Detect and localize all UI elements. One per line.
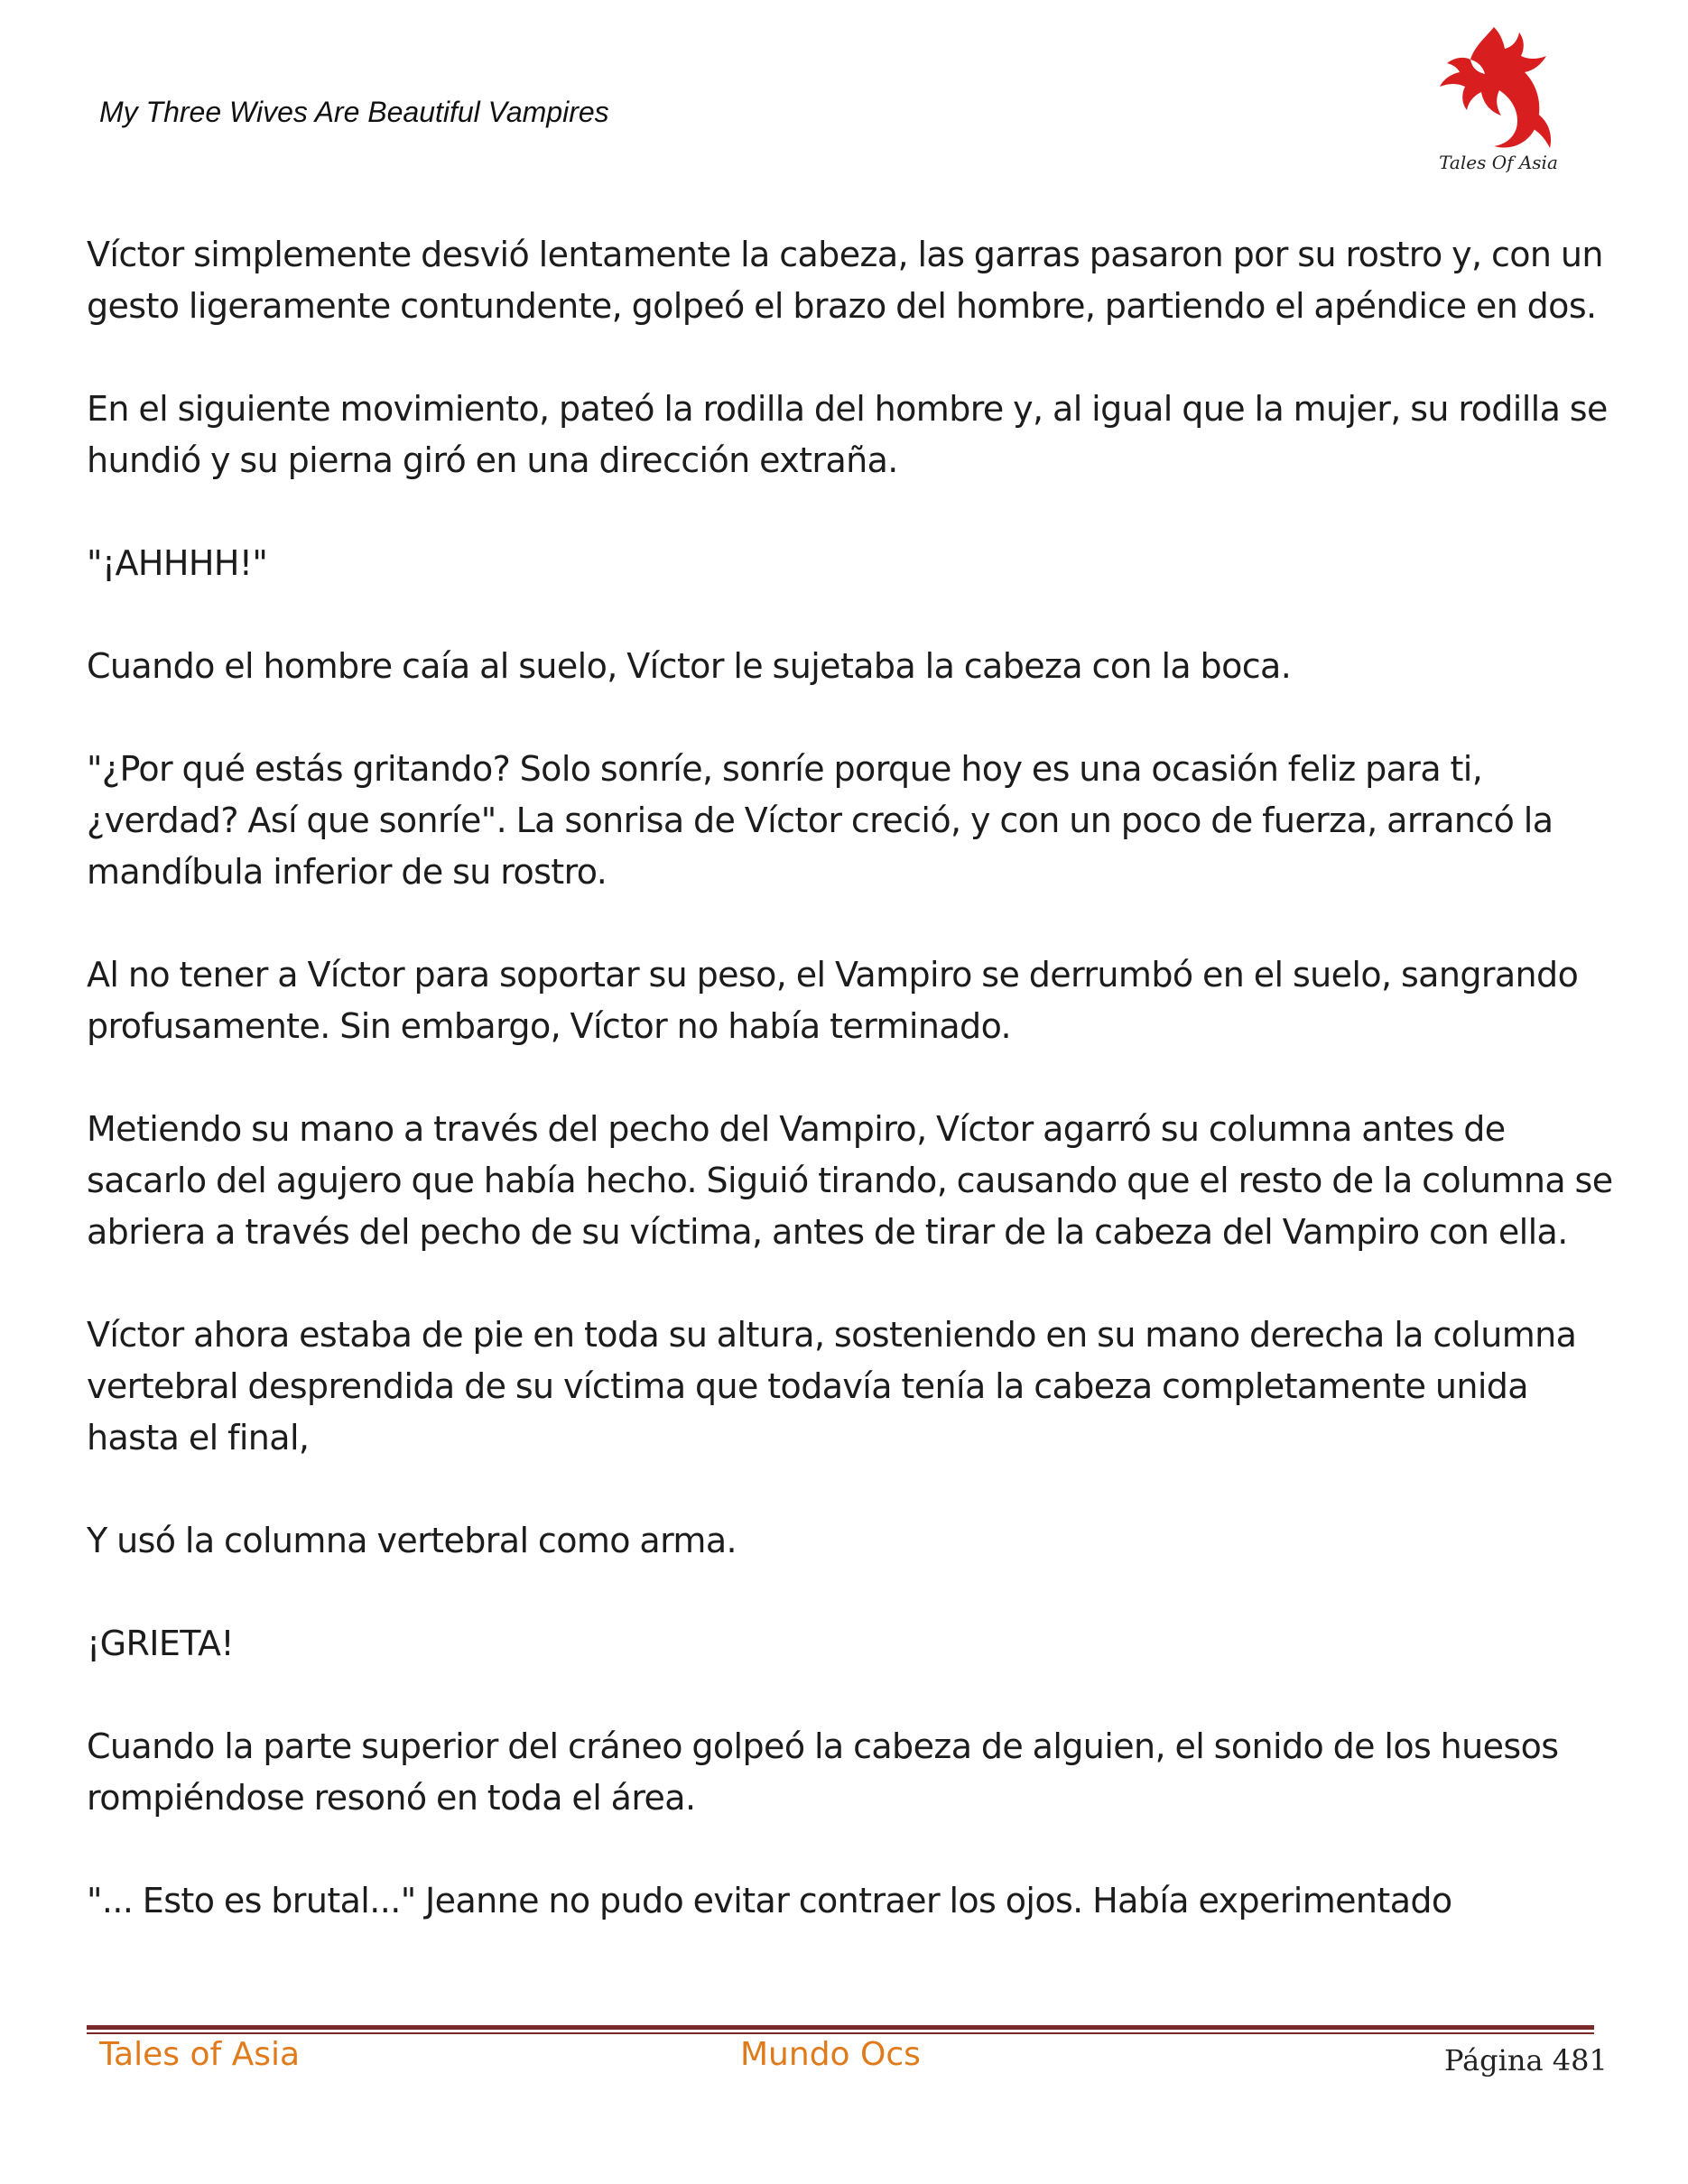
book-title: My Three Wives Are Beautiful Vampires bbox=[99, 96, 609, 128]
paragraph: Y usó la columna vertebral como arma. bbox=[87, 1521, 737, 1560]
footer-divider bbox=[87, 2025, 1594, 2030]
paragraph: Cuando la parte superior del cráneo golpeó la cabeza de alguien, el sonido de los huesos rompiéndose resonó en toda el área. bbox=[87, 1726, 1559, 1818]
paragraph: Víctor ahora estaba de pie en toda su altura, sosteniendo en su mano derecha la columna vertebral desprendida de su víctima que todavía tenía la cabeza completamente unida hasta el final, bbox=[87, 1315, 1577, 1458]
page-number: Página 481 bbox=[1444, 2043, 1608, 2078]
paragraph: Víctor simplemente desvió lentamente la cabeza, las garras pasaron por su rostro y, con un gesto ligeramente contundente, golpeó el brazo del hombre, partiendo el apéndice en dos. bbox=[87, 235, 1603, 326]
paragraph: "... Esto es brutal..." Jeanne no pudo evitar contraer los ojos. Había experimentado bbox=[87, 1881, 1452, 1920]
footer-section-name: Mundo Ocs bbox=[740, 2036, 921, 2073]
footer-site-name: Tales of Asia bbox=[99, 2036, 301, 2073]
paragraph: "¡AHHHH!" bbox=[87, 543, 268, 583]
paragraph: "¿Por qué estás gritando? Solo sonríe, sonríe porque hoy es una ocasión feliz para ti, ¿verdad? Así que sonríe". La sonrisa de Víctor creció, y con un poco de fuerza, arrancó la mandíbula inferior de su rostro. bbox=[87, 749, 1554, 892]
chapter-body bbox=[87, 229, 1621, 1927]
footer-divider-thin bbox=[87, 2032, 1594, 2034]
paragraph: ¡GRIETA! bbox=[87, 1624, 234, 1663]
logo-text: Tales Of Asia bbox=[1439, 152, 1558, 173]
paragraph: En el siguiente movimiento, pateó la rodilla del hombre y, al igual que la mujer, su rodilla se hundió y su pierna giró en una dirección extraña. bbox=[87, 389, 1608, 480]
paragraph: Al no tener a Víctor para soportar su peso, el Vampiro se derrumbó en el suelo, sangrando profusamente. Sin embargo, Víctor no había terminado. bbox=[87, 955, 1579, 1046]
paragraph: Cuando el hombre caía al suelo, Víctor le sujetaba la cabeza con la boca. bbox=[87, 646, 1292, 686]
paragraph: Metiendo su mano a través del pecho del Vampiro, Víctor agarró su columna antes de sacarlo del agujero que había hecho. Siguió tirando, causando que el resto de la columna se abriera a través del pecho de su víctima, antes de tirar de la cabeza del Vampiro con ella. bbox=[87, 1109, 1613, 1252]
